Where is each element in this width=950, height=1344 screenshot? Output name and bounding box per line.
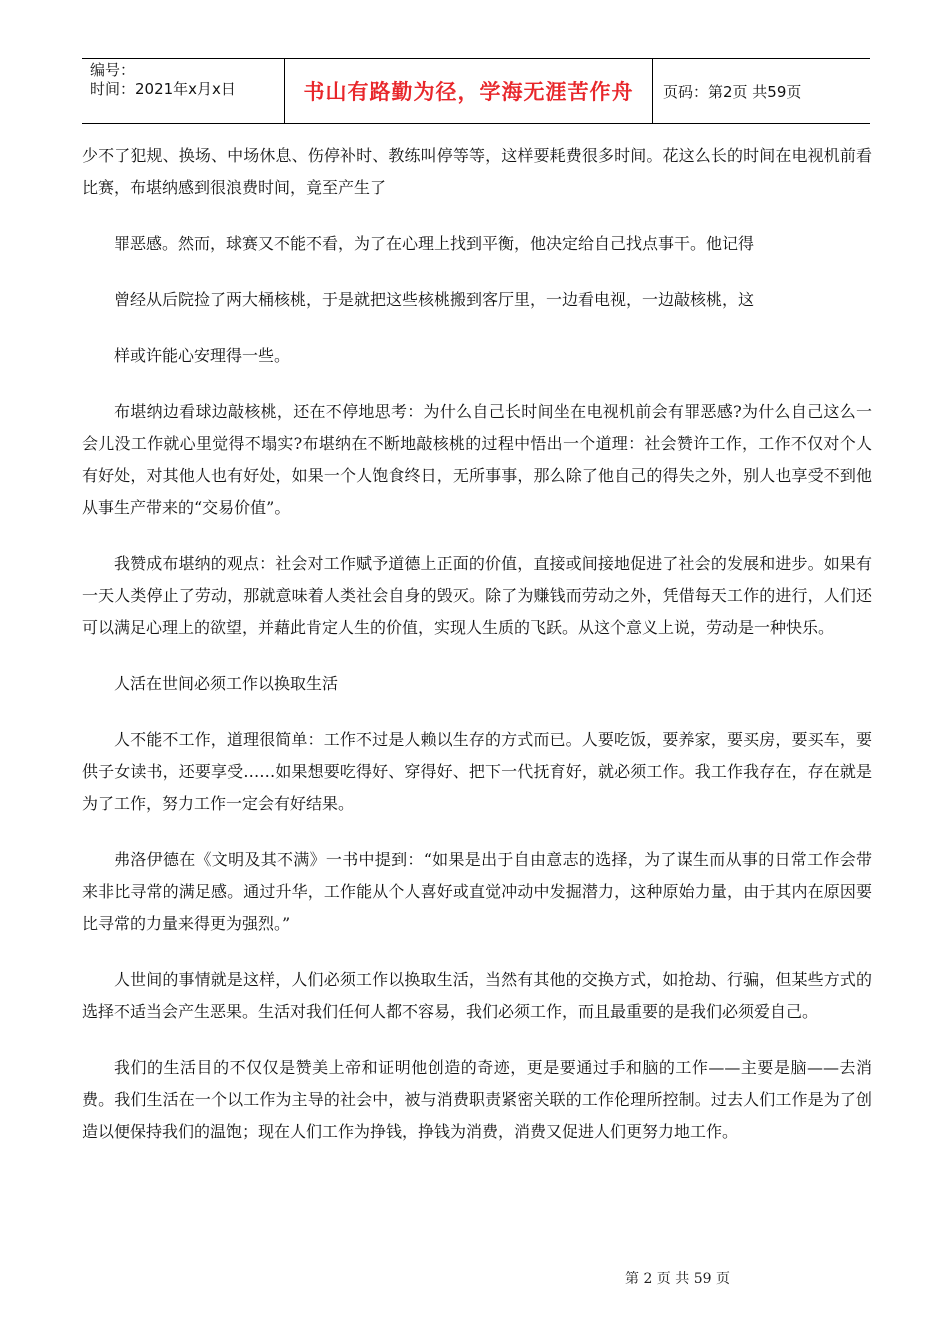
document-body [82,140,872,1172]
paragraph: 布堪纳边看球边敲核桃，还在不停地思考：为什么自己长时间坐在电视机前会有罪恶感?为什么自己这么一会儿没工作就心里觉得不塌实?布堪纳在不断地敲核桃的过程中悟出一个道理：社会赞许工作，工作不仅对个人有好处，对其他人也有好处，如果一个人饱食终日，无所事事，那么除了他自己的得失之外，别人也享受不到他从事生产带来的“交易价值”。 [82,402,872,517]
page-header [82,58,870,124]
header-meta [82,59,285,123]
paragraph: 样或许能心安理得一些。 [114,346,291,365]
paragraph: 我赞成布堪纳的观点：社会对工作赋予道德上正面的价值，直接或间接地促进了社会的发展和进步。如果有一天人类停止了劳动，那就意味着人类社会自身的毁灭。除了为赚钱而劳动之外，凭借每天工作的进行，人们还可以满足心理上的欲望，并藉此肯定人生的价值，实现人生质的飞跃。从这个意义上说，劳动是一种快乐。 [82,554,872,637]
page-footer: 第 2 页 共 59 页 [625,1271,730,1287]
section-heading: 人活在世间必须工作以换取生活 [114,674,339,693]
paragraph: 人不能不工作，道理很简单：工作不过是人赖以生存的方式而已。人要吃饭，要养家，要买房，要买车，要供子女读书，还要享受……如果想要吃得好、穿得好、把下一代抚育好，就必须工作。我工作我存在，存在就是为了工作，努力工作一定会有好结果。 [82,730,872,813]
paragraph: 罪恶感。然而，球赛又不能不看，为了在心理上找到平衡，他决定给自己找点事干。他记得 [114,234,755,253]
paragraph: 少不了犯规、换场、中场休息、伤停补时、教练叫停等等，这样要耗费很多时间。花这么长的时间在电视机前看比赛，布堪纳感到很浪费时间，竟至产生了 [82,146,872,197]
header-page-info: 页码：第2页 共59页 [663,82,802,101]
paragraph: 我们的生活目的不仅仅是赞美上帝和证明他创造的奇迹，更是要通过手和脑的工作——主要是脑——去消费。我们生活在一个以工作为主导的社会中，被与消费职责紧密关联的工作伦理所控制。过去人们工作是为了创造以便保持我们的温饱；现在人们工作为挣钱，挣钱为消费，消费又促进人们更努力地工作。 [82,1058,872,1141]
paragraph: 曾经从后院捡了两大桶核桃，于是就把这些核桃搬到客厅里，一边看电视，一边敲核桃，这 [114,290,755,309]
paragraph: 弗洛伊德在《文明及其不满》一书中提到：“如果是出于自由意志的选择，为了谋生而从事的日常工作会带来非比寻常的满足感。通过升华，工作能从个人喜好或直觉冲动中发掘潜力，这种原始力量，由于其内在原因要比寻常的力量来得更为强烈。” [82,850,872,933]
paragraph: 人世间的事情就是这样，人们必须工作以换取生活，当然有其他的交换方式，如抢劫、行骗，但某些方式的选择不适当会产生恶果。生活对我们任何人都不容易，我们必须工作，而且最重要的是我们必须爱自己。 [82,970,872,1021]
serial-label: 编号： [90,61,136,79]
time-label: 时间：2021年x月x日 [90,80,236,98]
header-motto: 书山有路勤为径，学海无涯苦作舟 [285,59,653,123]
